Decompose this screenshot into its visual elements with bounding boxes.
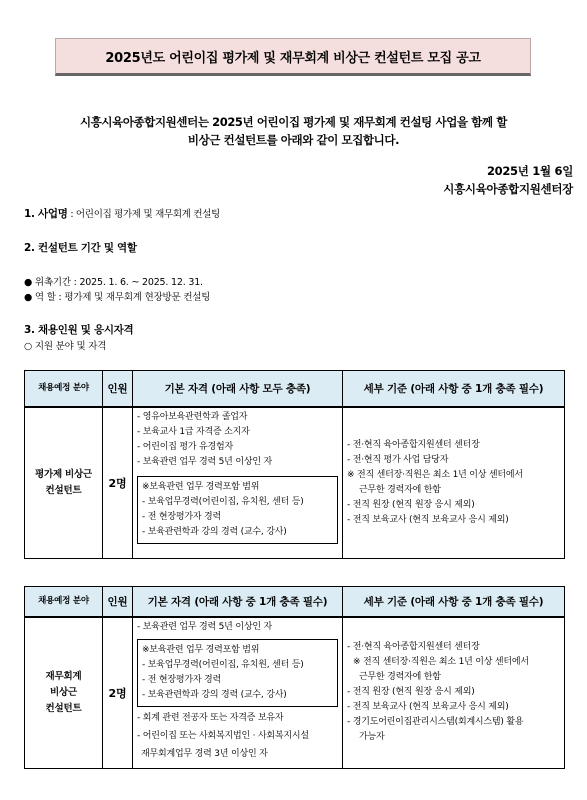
list-item: ※보육관련 업무 경력포함 범위 [142, 644, 260, 655]
table-evaluation [24, 370, 565, 559]
list-item: - 전·현직 육아종합지원센터 센터장 [347, 642, 480, 653]
header-field: 채용예정 분야 [25, 587, 103, 617]
header-detail: 세부 기준 (아래 사항 중 1개 충족 필수) [343, 371, 565, 407]
list-item: - 전 현장평가자 경력 [142, 674, 221, 685]
bullet-role: ● 역 할 : 평가제 및 재무회계 현장방문 컨설팅 [24, 292, 211, 303]
basic-cell [133, 617, 343, 769]
detail-cell [343, 617, 565, 769]
header-detail: 세부 기준 (아래 사항 중 1개 충족 필수) [343, 587, 565, 617]
field-line: 컨설턴트 [45, 484, 82, 496]
table-accounting [24, 586, 565, 769]
field-line: 컨설턴트 [45, 702, 82, 714]
intro-line-2: 비상근 컨설턴트를 아래와 같이 모집합니다. [187, 133, 400, 147]
section-2-heading: 2. 컨설턴트 기간 및 역할 [24, 242, 137, 254]
header-count: 인원 [103, 587, 133, 617]
bullet-period: ● 위촉기간 : 2025. 1. 6. ~ 2025. 12. 31. [24, 277, 203, 288]
header-basic: 기본 자격 (아래 사항 모두 충족) [133, 371, 343, 407]
detail-cell [343, 407, 565, 559]
list-item: 근무한 경력자에 한함 [359, 672, 441, 683]
list-item: ※ 전직 센터장·직원은 최소 1년 이상 센터에서 [353, 657, 529, 668]
list-item: - 어린이집 또는 사회복지법인 · 사회복지시설 [137, 730, 309, 741]
list-item: - 보육업무경력(어린이집, 유치원, 센터 등) [142, 496, 304, 507]
list-item: - 보육관련학과 강의 경력 (교수, 강사) [142, 689, 287, 700]
count-cell: 2명 [103, 407, 133, 559]
field-cell [25, 407, 103, 559]
list-item: - 전 현장평가자 경력 [142, 511, 221, 522]
notice-date: 2025년 1월 6일 [486, 164, 573, 178]
career-scope-box [137, 639, 338, 707]
basic-cell [133, 407, 343, 559]
date-block [443, 162, 573, 198]
list-item: ※ 전직 센터장·직원은 최소 1년 이상 센터에서 [347, 469, 523, 480]
field-line: 비상근 [50, 686, 77, 698]
list-item: 근무한 경력자에 한함 [359, 484, 441, 495]
section-1 [24, 207, 220, 222]
career-scope-box [137, 476, 338, 544]
list-item: - 회계 관련 전공자 또는 자격증 보유자 [137, 712, 284, 723]
field-line: 재무회계 [45, 670, 82, 682]
list-item: - 보육관련 업무 경력 5년 이상인 자 [137, 456, 272, 467]
section-2 [24, 241, 137, 255]
header-basic: 기본 자격 (아래 사항 중 1개 충족 필수) [133, 587, 343, 617]
header-field: 채용예정 분야 [25, 371, 103, 407]
notice-title-text: 2025년도 어린이집 평가제 및 재무회계 비상근 컨설턴트 모집 공고 [105, 50, 481, 66]
list-item: - 어린이집 평가 유경험자 [137, 441, 233, 452]
list-item: 가능자 [359, 732, 385, 743]
section-3-sub: ○ 지원 분야 및 자격 [24, 341, 107, 352]
list-item: - 전직 원장 (현직 원장 응시 제외) [347, 499, 475, 510]
section-3-heading: 3. 채용인원 및 응시자격 [24, 324, 134, 336]
list-item: - 경기도어린이집관리시스템(회계시스템) 활용 [347, 717, 524, 728]
list-item: - 전·현직 평가 사업 담당자 [347, 454, 449, 465]
intro-line-1: 시흥시육아종합지원센터는 2025년 어린이집 평가제 및 재무회계 컨설팅 사업을 함께 할 [80, 115, 507, 129]
list-item: 재무회계업무 경력 3년 이상인 자 [141, 748, 268, 759]
list-item: - 보육관련학과 강의 경력 (교수, 강사) [142, 526, 287, 537]
list-item: - 전직 보육교사 (현직 보육교사 응시 제외) [347, 702, 509, 713]
list-item: - 전직 원장 (현직 원장 응시 제외) [347, 687, 475, 698]
list-item: - 보육업무경력(어린이집, 유치원, 센터 등) [142, 659, 304, 670]
list-item: - 전·현직 육아종합지원센터 센터장 [347, 439, 480, 450]
section-3 [24, 323, 133, 337]
count-cell: 2명 [103, 617, 133, 769]
notice-title [55, 38, 531, 76]
header-count: 인원 [103, 371, 133, 407]
list-item: - 전직 보육교사 (현직 보육교사 응시 제외) [347, 514, 509, 525]
field-line: 평가제 비상근 [35, 468, 92, 480]
list-item: - 영유아보육관련학과 졸업자 [137, 411, 248, 422]
issuer: 시흥시육아종합지원센터장 [443, 182, 573, 196]
section-1-text: : 어린이집 평가제 및 재무회계 컨설팅 [67, 209, 220, 220]
list-item: - 보육관련 업무 경력 5년 이상인 자 [137, 621, 272, 632]
intro-paragraph [0, 113, 587, 149]
list-item: ※보육관련 업무 경력포함 범위 [142, 481, 260, 492]
field-cell [25, 617, 103, 769]
section-1-heading: 1. 사업명 [24, 208, 68, 220]
list-item: - 보육교사 1급 자격증 소지자 [137, 426, 250, 437]
